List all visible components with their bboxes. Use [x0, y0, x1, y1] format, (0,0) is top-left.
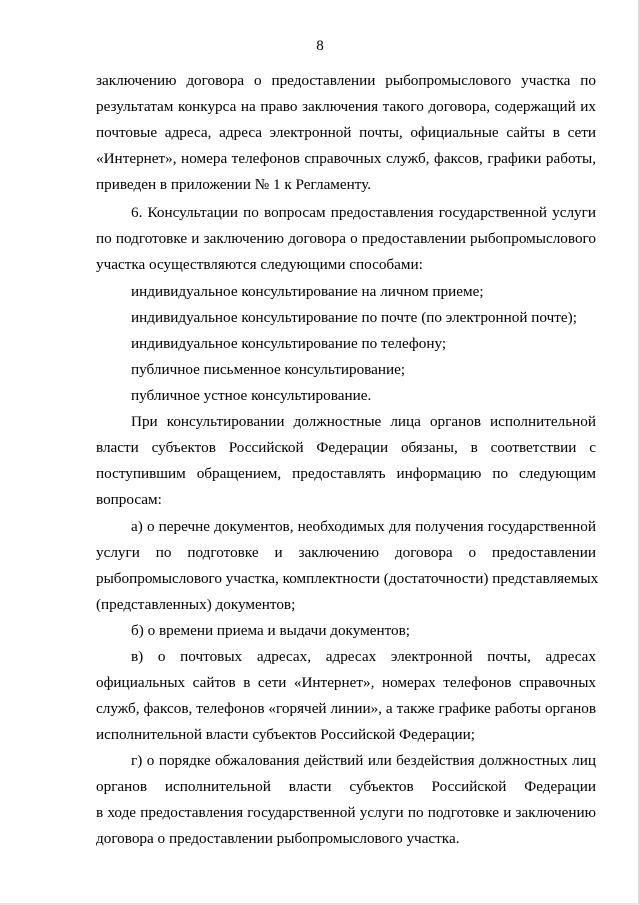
text-line: официальных сайтов в сети «Интернет», номерах телефонов справочных [96, 674, 596, 691]
list-item: индивидуальное консультирование по телефону; [131, 335, 447, 352]
text-line: служб, факсов, телефонов «горячей линии», а также графике работы органов [96, 700, 596, 717]
text-line: поступившим обращением, предоставлять информацию по следующим [96, 465, 596, 482]
list-item: публичное устное консультирование. [131, 387, 372, 404]
text-line: вопросам: [96, 491, 162, 508]
text-line: в ходе предоставления государственной услуги по подготовке и заключению [96, 804, 596, 821]
paragraph-first-line: г) о порядке обжалования действий или бездействия должностных лиц [131, 752, 596, 769]
text-line: почтовые адреса, адреса электронной почты, официальные сайты в сети [96, 124, 596, 141]
text-line: приведен в приложении № 1 к Регламенту. [96, 176, 372, 193]
text-line: договора о предоставлении рыбопромыслового участка. [96, 830, 460, 847]
text-line: органов исполнительной власти субъектов Российской Федерации [96, 778, 596, 795]
text-line: (представленных) документов; [96, 596, 296, 613]
paragraph-first-line: в) о почтовых адресах, адресах электронной почты, адресах [131, 648, 596, 665]
text-line: власти субъектов Российской Федерации обязаны, в соответствии с [96, 439, 596, 456]
text-line: «Интернет», номера телефонов справочных служб, факсов, графики работы, [96, 150, 596, 167]
text-line: исполнительной власти субъектов Российской Федерации; [96, 726, 475, 743]
paragraph-first-line: б) о времени приема и выдачи документов; [131, 622, 411, 639]
paragraph-first-line: 6. Консультации по вопросам предоставления государственной услуги [131, 204, 596, 221]
text-line: по подготовке и заключению договора о предоставлении рыбопромыслового [96, 230, 596, 247]
text-line: участка осуществляются следующими способами: [96, 256, 423, 273]
paragraph-first-line: а) о перечне документов, необходимых для получения государственной [131, 518, 596, 535]
list-item: индивидуальное консультирование на личном приеме; [131, 283, 484, 300]
page-number: 8 [316, 38, 324, 54]
text-line: рыбопромыслового участка, комплектности (достаточности) представляемых [96, 570, 599, 587]
list-item: индивидуальное консультирование по почте (по электронной почте); [131, 309, 577, 326]
text-line: заключению договора о предоставлении рыбопромыслового участка по [96, 72, 596, 89]
text-line: услуги по подготовке и заключению договора о предоставлении [96, 544, 596, 561]
list-item: публичное письменное консультирование; [131, 361, 406, 378]
text-line: результатам конкурса на право заключения такого договора, содержащий их [96, 98, 596, 115]
paragraph-first-line: При консультировании должностные лица органов исполнительной [131, 413, 596, 430]
